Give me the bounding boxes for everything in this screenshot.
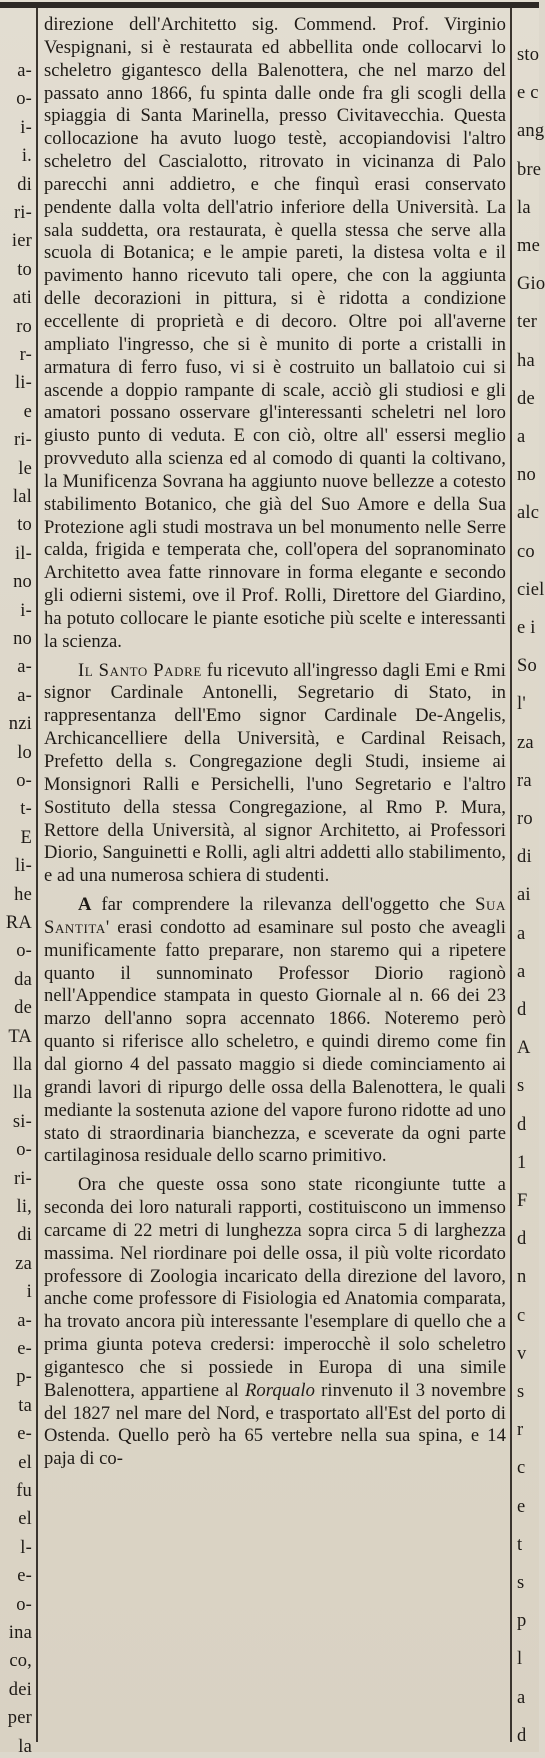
clipped-text-fragment: a [517,1687,526,1708]
clipped-text-fragment: a- [17,1310,32,1331]
clipped-text-fragment: r [517,1420,524,1441]
clipped-text-fragment: d [517,1725,527,1746]
clipped-text-fragment: RA [5,913,32,933]
clipped-text-fragment: ro [16,316,32,337]
clipped-text-fragment: ina [8,1623,32,1643]
right-column-fragments [514,14,545,1746]
clipped-text-fragment: ciel [517,579,545,600]
clipped-text-fragment: la [18,1736,32,1757]
clipped-text-fragment: co, [9,1651,32,1672]
clipped-text-fragment: lo [17,742,32,763]
clipped-text-fragment: el [18,1509,32,1530]
clipped-text-fragment: ati [12,288,32,309]
clipped-text-fragment: ra [517,770,532,791]
left-column-fragments [0,14,34,1757]
clipped-text-fragment: da [14,969,32,990]
clipped-text-fragment: lla [12,1055,32,1075]
clipped-text-fragment: ri- [13,430,32,451]
clipped-text-fragment: bre [517,159,542,180]
clipped-text-fragment: el [18,1452,32,1473]
clipped-text-fragment: ha [517,350,535,371]
clipped-text-fragment: ier [11,231,32,252]
article-paragraph-1: direzione dell'Architetto sig. Commend. Prof. Virginio Vespignani, si è restaurata ed abbellita onde collocarvi lo scheletro gigantesco della Balenottera, che nel marzo del passato anno 1866, fu spinta dalle onde fra gli scogli della spiaggia di Santa Marinella, presso Civitavecchia. Questa collocazione ha avuto luogo testè, accopiandovisi l'altro scheletro del Cascialotto, ritrovato in vicinanza di Palo parecchi anni addietro, e che finquì erasi conservato pendente dalla volta dell'atrio inferiore della Università. La sala suddetta, ora restaurata, è quella stessa che serve alla scuola di Botanica; e le ampie pareti, la distesa volta e il pavimento hanno ricevuto tali opere, che con la aggiunta delle decorazioni in pittura, si è ridotta a condizione eccellente di proprietà e di decoro. Oltre poi all'averne ampliato l'ingresso, che si è munito di porte a cristalli in armatura di ferro fuso, vi si è costruito un ballatoio cui si ascende a doppio rampante di scale, acciò gli studiosi e gli amatori possano osservare gl'interessanti scheletri nel loro giusto punto di veduta. E con ciò, oltre all' essersi meglio provveduto alla scienza ed al comodo di quanti la coltivano, la Munificenza Sovrana ha aggiunto nuove bellezze a cotesto stabilimento Botanico, che già del Suo Amore e della Sua Protezione agli studi mostrava un bel monumento nelle Serre calda, frigida e temperata che, coll'opera del sopranominato Architetto avea fatte rinnovare in forma elegante e secondo gli odierni sistemi, ove il Prof. Rolli, Direttore del Giardino, ha potuto collocare le piante esotiche più scelte e interessanti la scienza. [44,14,506,652]
clipped-text-fragment: Gio [517,274,545,295]
clipped-text-fragment: s [517,1076,525,1097]
clipped-text-fragment: ri- [13,203,32,223]
clipped-text-fragment: So [517,656,537,677]
clipped-text-fragment: si- [12,1111,32,1132]
clipped-text-fragment: v [517,1343,527,1364]
clipped-text-fragment: no [13,572,32,593]
paragraph-3-text-b: erasi condotto ad esaminare sul posto che aveagli munificamente fatto preparare, non staremo qui a ripetere quanto il sunnominato Professor Diorio ragionò nell'Appendice stampata in questo Giornale al n. 66 dei 23 marzo dell'anno sopra accennato 1866. Noteremo però quanto si riferisce allo scheletro, e quindi diremo come fin dal giorno 4 del passato maggio si diede cominciamento ai grandi lavori di ripurgo delle ossa della Balenottera, le quali mediante la sostenuta azione del vapore furono ridotte ad uno stato di straordinaria bianchezza, e sceverate da ogni parte cartilaginosa residuale dello scarno primitivo. [44,916,506,1167]
clipped-text-fragment: E [20,827,32,848]
paragraph-4-text-b: rinvenuto il 3 novembre del 1827 nel mare del Nord, e trasportato all'Est del porto di Ostenda. Quello però ha 65 vertebre nella sua spina, e 14 paja di co- [44,1379,507,1470]
clipped-text-fragment: nzi [8,714,32,735]
right-column-rule [510,8,512,1742]
clipped-text-fragment: e- [17,1424,32,1445]
clipped-text-fragment: ang [517,121,545,142]
clipped-text-fragment: to [17,259,32,280]
clipped-text-fragment: e [517,1496,526,1517]
clipped-text-fragment: p- [16,1367,32,1388]
clipped-text-fragment: he [14,884,32,905]
clipped-text-fragment: ai [517,885,531,906]
clipped-text-fragment: c [517,1458,526,1479]
clipped-text-fragment: a- [17,657,32,678]
clipped-text-fragment: de [517,388,535,409]
clipped-text-fragment: ta [18,1395,32,1416]
clipped-text-fragment: ter [517,312,538,333]
article-paragraph-2 [44,660,506,888]
clipped-text-fragment: c [517,1305,526,1326]
clipped-text-fragment: no [13,629,32,649]
clipped-text-fragment: e [23,401,32,422]
clipped-text-fragment: li- [14,856,32,877]
clipped-text-fragment: per [7,1708,32,1729]
clipped-text-fragment: TA [8,1026,32,1047]
paragraph-3-initial: A [78,894,92,916]
clipped-text-fragment: lla [12,1083,32,1104]
clipped-text-fragment: di [17,174,32,195]
clipped-text-fragment: o- [16,1594,32,1615]
clipped-text-fragment: t- [20,799,32,820]
clipped-text-fragment: dei [8,1679,32,1700]
clipped-text-fragment: e- [17,1339,32,1359]
clipped-text-fragment: l [517,1649,523,1670]
clipped-text-fragment: i- [20,117,32,138]
clipped-text-fragment: to [17,515,32,536]
clipped-text-fragment: F [517,1191,528,1211]
clipped-text-fragment: za [517,732,534,753]
top-rule [0,2,539,8]
sua-santita-smallcaps: Sua Santita' [44,894,506,938]
clipped-text-fragment: s [517,1382,525,1402]
santo-padre-smallcaps: Il Santo Padre [78,659,202,681]
clipped-text-fragment: o- [16,89,32,110]
clipped-text-fragment: a- [17,61,32,81]
clipped-text-fragment: d [517,1000,527,1020]
clipped-text-fragment: p [517,1611,527,1632]
clipped-text-fragment: di [17,1225,32,1246]
clipped-text-fragment: me [517,236,541,256]
clipped-text-fragment: t [517,1534,523,1555]
clipped-text-fragment: no [517,465,536,486]
clipped-text-fragment: alc [517,503,540,524]
clipped-text-fragment: i [26,1282,32,1303]
paragraph-2-text: fu ricevuto all'ingresso dagli Emi e Rmi signor Cardinale Antonelli, Segretario di Stato, in rappresentanza dell'Emo signor Cardinale De-Angelis, Archicancelliere della Università, e Cardinal Reisach, Prefetto della s. Congregazione degli Studi, insieme ai Monsignori Ralli e Persichelli, l'uno Segretario e l'altro Sostituto della stessa Congregazione, al Rmo P. Mura, Rettore della Università, al signor Architetto, ai Professori Diorio, Sanguinetti e Rolli, agli altri addetti allo stabilimento, e ad una numerosa schiera di studenti. [44,659,506,887]
clipped-text-fragment: la [517,197,531,218]
clipped-text-fragment: lal [12,487,32,507]
rorqualo-italic: Rorqualo [245,1379,315,1401]
clipped-text-fragment: e c [517,83,539,104]
clipped-text-fragment: di [517,847,532,868]
left-column-rule [36,8,38,1742]
article-paragraph-3 [44,894,506,1168]
clipped-text-fragment: d [517,1114,527,1135]
clipped-text-fragment: de [14,998,32,1019]
clipped-text-fragment: i. [21,146,32,167]
clipped-text-fragment: o- [16,1140,32,1161]
clipped-text-fragment: a [517,961,526,982]
clipped-text-fragment: o- [16,941,32,962]
clipped-text-fragment: ri- [13,1168,32,1189]
clipped-text-fragment: e i [517,618,536,638]
clipped-text-fragment: za [15,1253,32,1274]
clipped-text-fragment: s [517,1573,525,1593]
clipped-text-fragment: a [517,923,526,944]
clipped-text-fragment: ro [517,809,533,829]
article-paragraph-4 [44,1174,506,1471]
clipped-text-fragment: l- [20,1537,32,1558]
clipped-text-fragment: n [517,1267,527,1288]
clipped-text-fragment: 1 [517,1152,527,1173]
clipped-text-fragment: fu [16,1481,32,1501]
clipped-text-fragment: li, [16,1197,32,1217]
clipped-text-fragment: le [18,458,32,479]
clipped-text-fragment: co [517,541,535,562]
clipped-text-fragment: e- [17,1566,32,1587]
clipped-text-fragment: o- [16,771,32,791]
clipped-text-fragment: i- [20,600,32,621]
clipped-text-fragment: li- [14,373,32,394]
clipped-text-fragment: d [517,1229,527,1250]
clipped-text-fragment: l' [517,694,526,715]
paragraph-3-text-a: far comprendere la rilevanza dell'oggetto che [91,894,476,916]
clipped-text-fragment: a- [17,685,32,706]
clipped-text-fragment: sto [517,45,540,65]
paragraph-4-text-a: Ora che queste ossa sono state ricongiunte tutte a seconda dei loro naturali rapporti, costituiscono un immenso carcame di 22 metri di lunghezza sopra circa 5 di larghezza massima. Nel riordinare poi delle ossa, il più volte ricordato professore di Zoologia incaricato della direzione del lavoro, anche come professore di Fisiologia ed Anatomia comparata, ha trovato ancora più interessante l'esemplare di quello che a prima giunta poteva credersi: imperocchè il solo scheletro gigantesco che si possiede in Europa di una simile Balenottera, appartiene al [44,1174,506,1401]
clipped-text-fragment: r- [19,345,32,365]
clipped-text-fragment: A [517,1038,531,1059]
clipped-text-fragment: a [517,427,526,447]
clipped-text-fragment: il- [14,543,32,564]
article-column [44,14,506,1471]
